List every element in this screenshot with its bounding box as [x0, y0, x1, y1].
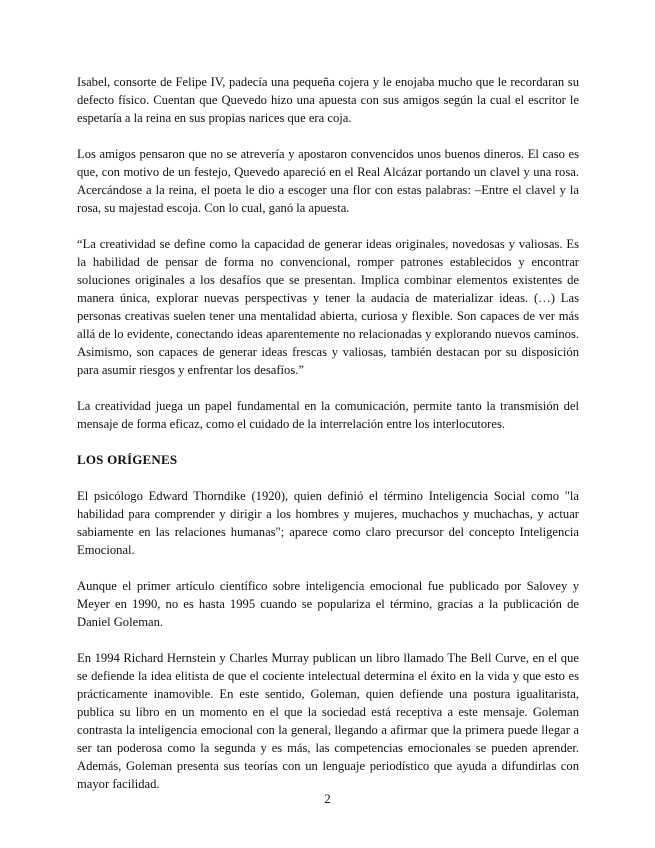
page-body	[77, 73, 579, 811]
paragraph-quevedo-bet: Los amigos pensaron que no se atrevería y apostaron convencidos unos buenos dineros. El caso es que, con motivo de un festejo, Quevedo apareció en el Real Alcázar portando un clavel y una rosa. Acercándose a la reina, el poeta le dio a escoger una flor con estas palabras: –Entre el clavel y la rosa, su majestad escoja. Con lo cual, ganó la apuesta.	[77, 147, 579, 215]
paragraph-quevedo-anecdote: Isabel, consorte de Felipe IV, padecía una pequeña cojera y le enojaba mucho que le recordaran su defecto físico. Cuentan que Quevedo hizo una apuesta con sus amigos según la cual el escritor le espetaría a la reina en sus propias narices que era coja.	[77, 75, 579, 125]
paragraph-salovey-meyer: Aunque el primer artículo científico sobre inteligencia emocional fue publicado por Salovey y Meyer en 1990, no es hasta 1995 cuando se populariza el término, gracias a la publicación de Daniel Goleman.	[77, 579, 579, 629]
page-number: 2	[324, 791, 331, 806]
section-heading-origins: LOS ORÍGENES	[77, 452, 178, 467]
paragraph-creativity-communication: La creatividad juega un papel fundamental en la comunicación, permite tanto la transmisión del mensaje de forma eficaz, como el cuidado de la interrelación entre los interlocutores.	[77, 399, 579, 431]
paragraph-bell-curve: En 1994 Richard Hernstein y Charles Murray publican un libro llamado The Bell Curve, en el que se defiende la idea elitista de que el cociente intelectual determina el éxito en la vida y que esto es prácticamente inamovible. En este sentido, Goleman, quien defiende una postura igualitarista, publica su libro en un momento en el que la sociedad está receptiva a este mensaje. Goleman contrasta la inteligencia emocional con la general, llegando a afirmar que la primera puede llegar a ser tan poderosa como la segunda y es más, las competencias emocionales se pueden aprender. Además, Goleman presenta sus teorías con un lenguaje periodístico que ayuda a difundirlas con mayor facilidad.	[77, 651, 579, 791]
paragraph-creativity-quote: “La creatividad se define como la capacidad de generar ideas originales, novedosas y valiosas. Es la habilidad de pensar de forma no convencional, romper patrones establecidos y encontrar soluciones originales a los desafíos que se presentan. Implica combinar elementos existentes de manera única, explorar nuevas perspectivas y tener la audacia de materializar ideas. (…) Las personas creativas suelen tener una mentalidad abierta, curiosa y flexible. Son capaces de ver más allá de lo evidente, conectando ideas aparentemente no relacionadas y explorando nuevos caminos. Asimismo, son capaces de generar ideas frescas y valiosas, también destacan por su disposición para asumir riesgos y enfrentar los desafíos.”	[77, 237, 579, 377]
paragraph-thorndike: El psicólogo Edward Thorndike (1920), quien definió el término Inteligencia Social como "la habilidad para comprender y dirigir a los hombres y mujeres, muchachos y muchachas, y actuar sabiamente en las relaciones humanas"; aparece como claro precursor del concepto Inteligencia Emocional.	[77, 489, 579, 557]
